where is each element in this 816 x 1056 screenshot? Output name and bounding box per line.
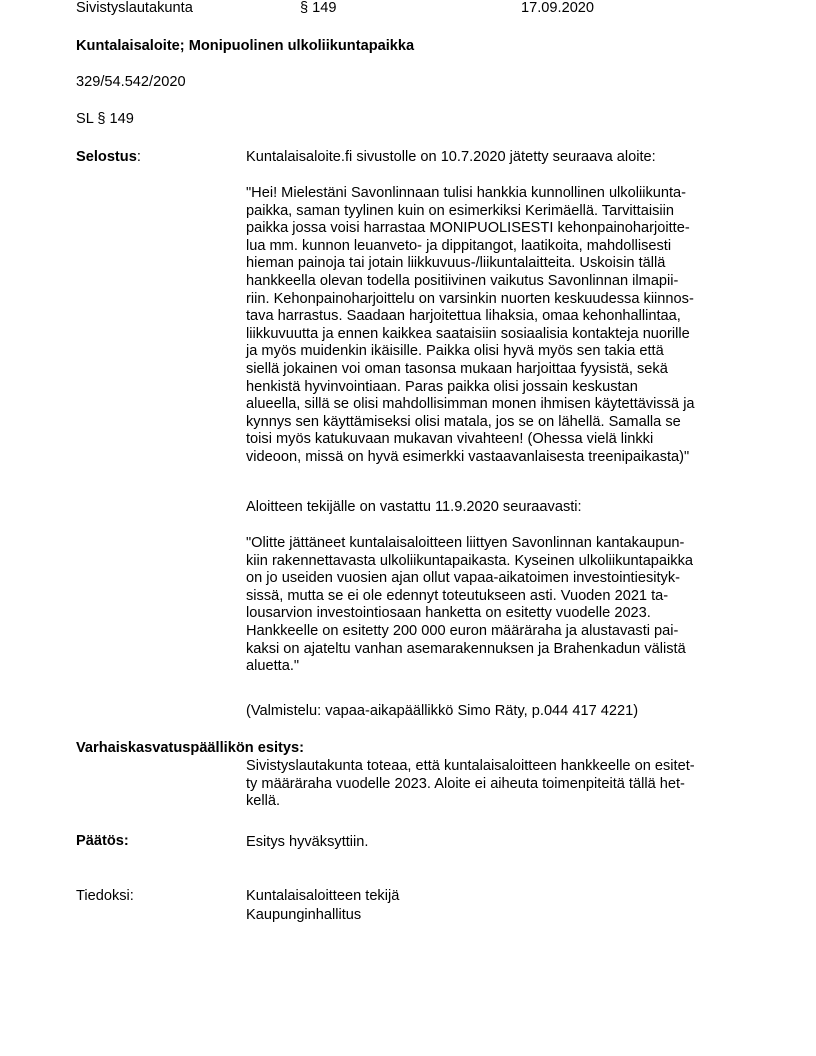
case-number: 329/54.542/2020 — [76, 74, 186, 90]
answer-intro: Aloitteen tekijälle on vastattu 11.9.2020 seuraavasti: — [246, 499, 582, 515]
decision-text: Esitys hyväksyttiin. — [246, 834, 369, 850]
selostus-label: Selostus: — [76, 149, 141, 165]
section-number: § 149 — [300, 0, 337, 16]
preparation-note: (Valmistelu: vapaa-aikapäällikkö Simo Räty, p.044 417 4221) — [246, 703, 639, 719]
section-reference: SL § 149 — [76, 111, 134, 127]
notify-label: Tiedoksi: — [76, 888, 134, 904]
notify-recipient: Kuntalaisaloitteen tekijä — [246, 888, 400, 904]
proposal-label: Varhaiskasvatuspäällikön esitys: — [76, 740, 304, 756]
notify-recipient: Kaupunginhallitus — [246, 907, 362, 923]
initiative-quote: "Hei! Mielestäni Savonlinnaan tulisi hankkia kunnollinen ulkoliikunta- paikka, saman tyylinen kuin on esimerkiksi Kerimäellä. Tarvittaisiin paikka jossa voisi harrastaa MONIPUOLISESTI kehonpainoharjoitte- lua mm. kunnon leuanveto- ja dippitangot, laatikoita, mahdollisesti hieman painoja tai jotain liikkuvuus-/liikuntalaitteita. Uskoisin tällä hankkeella olevan todella positiivinen vaikutus Savonlinnan ilmapii- riin. Kehonpainoharjoittelu on varsinkin nuorten keskuudessa kiinnos- tava harrastus. Saadaan harjoitettua lihaksia, omaa kehonhallintaa, liikkuvuutta ja ennen kaikkea saataisiin sosiaalisia kontakteja nuorille ja myös muidenkin ikäisille. Paikka olisi hyvä myös sen takia että siellä jokainen voi oman tasonsa mukaan harjoittaa fyysistä, sekä henkistä hyvinvointiaan. Paras paikka olisi jossain keskustan alueella, sillä se olisi mahdollisimman monen ihmisen käytettävissä ja kynnys sen käyttämiseksi olisi matala, jos se on lähellä. Samalla se toisi myös katukuvaan mukavan vivahteen! (Ohessa vielä linkki videoon, missä on hyvä esimerkki vastaavanlaisesta treenipaikasta)" — [246, 185, 695, 465]
decision-label: Päätös: — [76, 833, 129, 849]
proposal-text: Sivistyslautakunta toteaa, että kuntalaisaloitteen hankkeelle on esitet- ty määräraha vuodelle 2023. Aloite ei aiheuta toimenpiteitä tällä het- kellä. — [246, 758, 695, 810]
meeting-date: 17.09.2020 — [521, 0, 595, 16]
selostus-intro: Kuntalaisaloite.fi sivustolle on 10.7.2020 jätetty seuraava aloite: — [246, 149, 656, 165]
document-title: Kuntalaisaloite; Monipuolinen ulkoliikuntapaikka — [76, 38, 415, 54]
committee-name: Sivistyslautakunta — [76, 0, 193, 16]
answer-quote: "Olitte jättäneet kuntalaisaloitteen liittyen Savonlinnan kantakaupun- kiin rakennettavasta ulkoliikuntapaikasta. Kyseinen ulkoliikuntapaikka on jo useiden vuosien ajan ollut vapaa-aikatoimen investointiesityk- sissä, mutta se ei ole edennyt toteutukseen asti. Vuoden 2021 ta- lousarvion investointiosaan hanketta on esitetty vuodelle 2023. Hankkeelle on esitetty 200 000 euron määräraha ja alustavasti pai- kaksi on ajateltu vanhan asemarakennuksen ja Brahenkadun välistä aluetta." — [246, 535, 693, 675]
